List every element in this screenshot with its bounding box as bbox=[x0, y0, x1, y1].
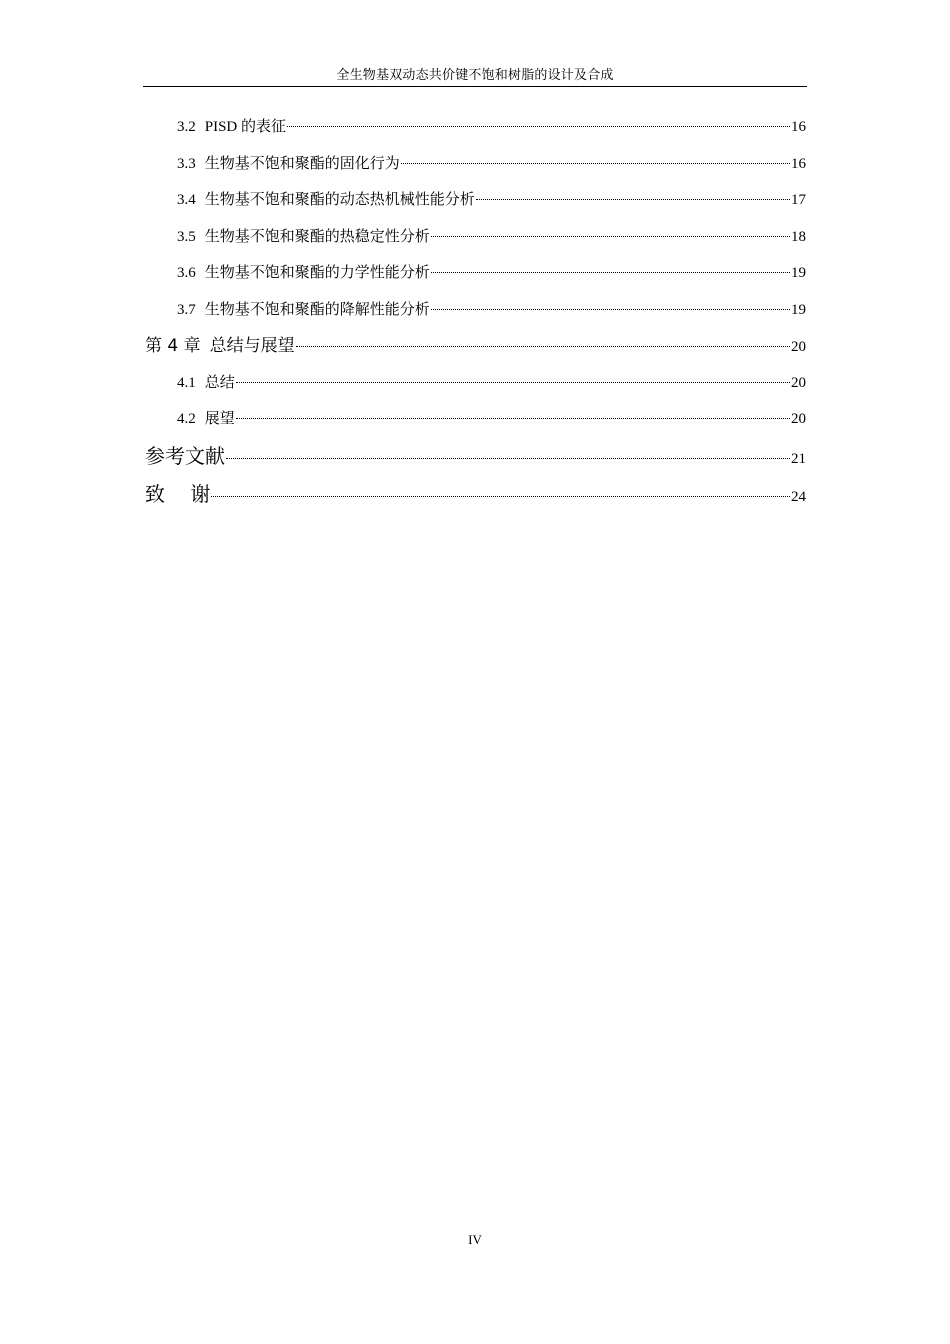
toc-leader-dots bbox=[226, 457, 790, 459]
toc-entry-number: 3.7 bbox=[177, 301, 196, 318]
toc-entry-title: 总结 bbox=[204, 374, 235, 391]
toc-leader-dots bbox=[431, 271, 790, 273]
toc-entry-title: 展望 bbox=[204, 411, 235, 427]
toc-leader-dots bbox=[431, 308, 790, 310]
toc-entry-page: 21 bbox=[791, 450, 806, 467]
toc-entry-3-5[interactable] bbox=[145, 222, 806, 259]
toc-leader-dots bbox=[236, 417, 790, 419]
toc-entry-4-2[interactable] bbox=[145, 404, 806, 441]
toc-entry-number: 3.3 bbox=[177, 155, 196, 172]
toc-leader-dots bbox=[476, 198, 790, 200]
toc-leader-dots bbox=[287, 125, 790, 127]
toc-entry-page: 17 bbox=[791, 192, 806, 208]
running-header: 全生物基双动态共价键不饱和树脂的设计及合成 bbox=[336, 67, 614, 82]
toc-leader-dots bbox=[211, 495, 790, 497]
toc-entry-title: 生物基不饱和聚酯的固化行为 bbox=[204, 155, 400, 172]
toc-leader-dots bbox=[401, 162, 790, 164]
toc-entry-page: 19 bbox=[791, 265, 806, 281]
toc-entry-number: 3.5 bbox=[177, 228, 196, 245]
toc-entry-number: 3.2 bbox=[177, 119, 196, 135]
toc-entry-page: 19 bbox=[791, 301, 806, 318]
toc-entry-page: 20 bbox=[791, 374, 806, 391]
toc-leader-dots bbox=[431, 235, 790, 237]
toc-entry-title: 生物基不饱和聚酯的力学性能分析 bbox=[204, 265, 430, 281]
toc-entry-3-3[interactable] bbox=[145, 149, 806, 186]
toc-entry-title: 生物基不饱和聚酯的降解性能分析 bbox=[204, 301, 430, 318]
toc-entry-3-2[interactable] bbox=[145, 112, 806, 149]
toc-entry-page: 20 bbox=[791, 411, 806, 427]
toc-entry-page: 18 bbox=[791, 228, 806, 245]
toc-entry-number: 4.1 bbox=[177, 374, 196, 391]
toc-entry-page: 24 bbox=[791, 488, 806, 505]
toc-entry-title: 致 谢 bbox=[145, 481, 211, 506]
toc-entry-acknowledgements[interactable] bbox=[145, 479, 806, 517]
toc-entry-title: 生物基不饱和聚酯的热稳定性分析 bbox=[204, 228, 430, 245]
toc-entry-title: 生物基不饱和聚酯的动态热机械性能分析 bbox=[204, 192, 475, 208]
toc-entry-page: 16 bbox=[791, 155, 806, 172]
toc-entry-page: 16 bbox=[791, 119, 806, 135]
toc-entry-number: 3.4 bbox=[177, 192, 196, 208]
toc-entry-chapter-4[interactable] bbox=[145, 331, 806, 368]
toc-entry-3-6[interactable] bbox=[145, 258, 806, 295]
toc-entry-references[interactable] bbox=[145, 441, 806, 479]
toc-entry-4-1[interactable] bbox=[145, 368, 806, 405]
toc-entry-title: PISD 的表征 bbox=[204, 119, 287, 135]
toc-leader-dots bbox=[296, 345, 790, 347]
toc-entry-page: 20 bbox=[791, 339, 806, 355]
header-rule bbox=[143, 86, 807, 87]
toc-entry-number: 3.6 bbox=[177, 265, 196, 281]
page-number: IV bbox=[468, 1232, 482, 1247]
toc-entry-3-4[interactable] bbox=[145, 185, 806, 222]
toc-entry-3-7[interactable] bbox=[145, 295, 806, 332]
toc-entry-title: 总结与展望 bbox=[209, 336, 295, 356]
toc-entry-number: 第 4 章 bbox=[145, 336, 201, 356]
toc-entry-number: 4.2 bbox=[177, 411, 196, 427]
toc-leader-dots bbox=[236, 381, 790, 383]
toc-entry-title: 参考文献 bbox=[145, 443, 225, 468]
table-of-contents bbox=[145, 112, 806, 517]
